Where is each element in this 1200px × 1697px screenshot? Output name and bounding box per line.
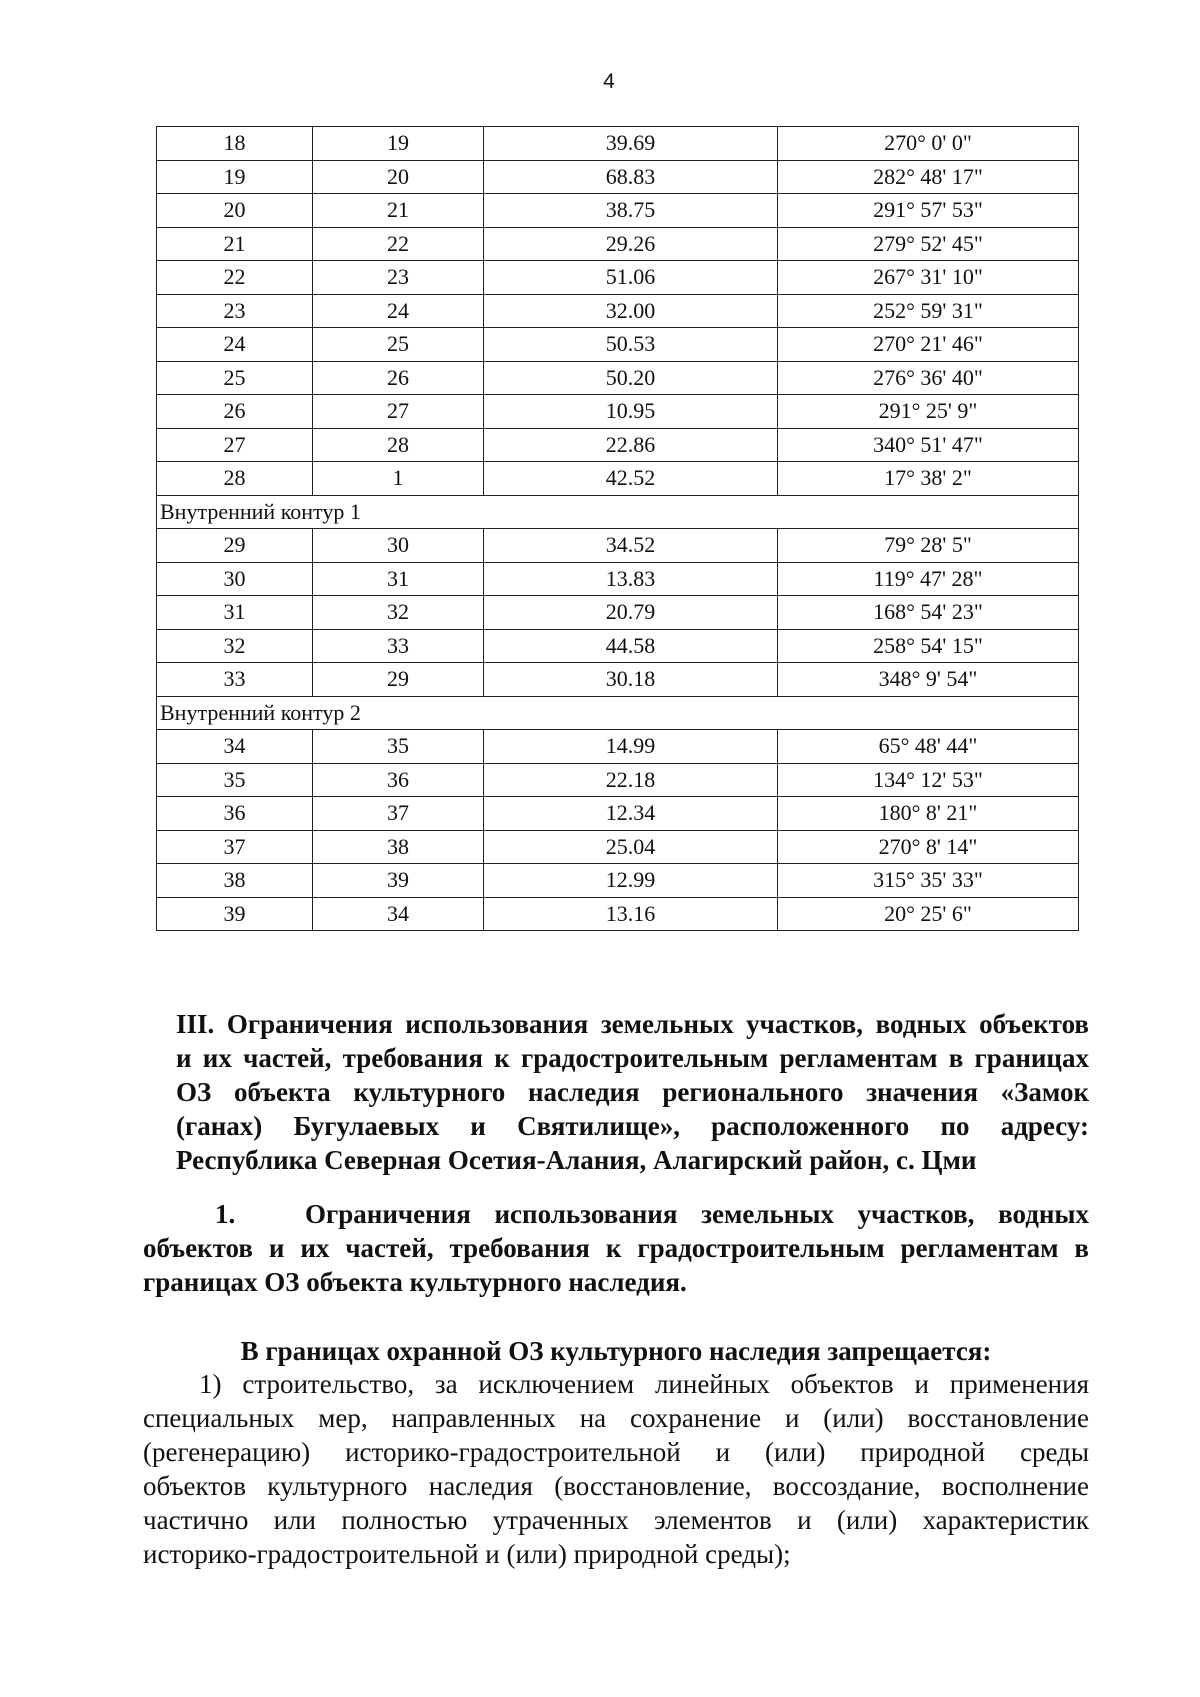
table-row xyxy=(157,127,1079,161)
table-cell: 291° 25' 9" xyxy=(778,395,1079,429)
table-row xyxy=(157,629,1079,663)
table-cell: 19 xyxy=(157,160,313,194)
table-cell: 270° 8' 14" xyxy=(778,830,1079,864)
table-cell: 31 xyxy=(313,562,484,596)
table-cell: 39 xyxy=(157,897,313,931)
table-cell: 35 xyxy=(313,730,484,764)
table-cell: 10.95 xyxy=(484,395,778,429)
table-cell: 20° 25' 6" xyxy=(778,897,1079,931)
item-line: частично или полностью утраченных элементов и (или) характеристик xyxy=(143,1505,1089,1535)
table-cell: 25 xyxy=(313,328,484,362)
table-cell: 51.06 xyxy=(484,261,778,295)
table-cell: 22 xyxy=(157,261,313,295)
table-row xyxy=(157,830,1079,864)
table-cell: 25 xyxy=(157,361,313,395)
table-cell: 32.00 xyxy=(484,294,778,328)
table-cell: 39.69 xyxy=(484,127,778,161)
table-cell: 25.04 xyxy=(484,830,778,864)
table-cell: 50.20 xyxy=(484,361,778,395)
table-cell: 315° 35' 33" xyxy=(778,864,1079,898)
table-cell: 270° 21' 46" xyxy=(778,328,1079,362)
table-cell: 38 xyxy=(157,864,313,898)
table-row xyxy=(157,160,1079,194)
table-row xyxy=(157,462,1079,496)
table-cell: 18 xyxy=(157,127,313,161)
table-row xyxy=(157,294,1079,328)
table-cell: 21 xyxy=(157,227,313,261)
table-cell: 79° 28' 5" xyxy=(778,529,1079,563)
table-cell: 29 xyxy=(157,529,313,563)
table-cell: 23 xyxy=(157,294,313,328)
heading-line: Республика Северная Осетия-Алания, Алагирский район, с. Цми xyxy=(176,1145,977,1175)
table-cell: 30 xyxy=(313,529,484,563)
table-cell: 31 xyxy=(157,596,313,630)
section-label: Внутренний контур 2 xyxy=(157,696,1079,730)
table-cell: 68.83 xyxy=(484,160,778,194)
item-line: специальных мер, направленных на сохранение и (или) восстановление xyxy=(143,1403,1089,1433)
table-cell: 29 xyxy=(313,663,484,697)
item-number: 1) xyxy=(199,1369,222,1399)
table-cell: 35 xyxy=(157,763,313,797)
table-cell: 22.86 xyxy=(484,428,778,462)
section-label: Внутренний контур 1 xyxy=(157,495,1079,529)
table-cell: 340° 51' 47" xyxy=(778,428,1079,462)
table-row xyxy=(157,261,1079,295)
table-cell: 26 xyxy=(313,361,484,395)
table-row xyxy=(157,395,1079,429)
table-cell: 20 xyxy=(157,194,313,228)
item-line: историко-градостроительной и (или) природной среды); xyxy=(143,1539,791,1569)
table-row xyxy=(157,797,1079,831)
table-cell: 33 xyxy=(157,663,313,697)
table-cell: 44.58 xyxy=(484,629,778,663)
table-cell: 28 xyxy=(157,462,313,496)
boundary-coordinates-table xyxy=(156,126,1079,931)
heading-line: (ганах) Бугулаевых и Святилище», расположенного по адресу: xyxy=(176,1111,1089,1141)
table-cell: 291° 57' 53" xyxy=(778,194,1079,228)
table-cell: 180° 8' 21" xyxy=(778,797,1079,831)
table-cell: 22 xyxy=(313,227,484,261)
item-line: (регенерацию) историко-градостроительной и (или) природной среды xyxy=(143,1437,1089,1467)
table-cell: 33 xyxy=(313,629,484,663)
subsection-line xyxy=(143,1197,1089,1231)
subsection-line: границах ОЗ объекта культурного наследия. xyxy=(143,1267,687,1297)
table-cell: 34.52 xyxy=(484,529,778,563)
table-cell: 38 xyxy=(313,830,484,864)
table-cell: 50.53 xyxy=(484,328,778,362)
table-cell: 32 xyxy=(313,596,484,630)
item-line: объектов культурного наследия (восстановление, воссоздание, восполнение xyxy=(143,1471,1089,1501)
table-cell: 12.99 xyxy=(484,864,778,898)
subsection-line: объектов и их частей, требования к градостроительным регламентам в xyxy=(143,1233,1089,1263)
table-cell: 29.26 xyxy=(484,227,778,261)
table-cell: 1 xyxy=(313,462,484,496)
list-item-1 xyxy=(143,1367,1089,1571)
table-row xyxy=(157,897,1079,931)
table-cell: 30.18 xyxy=(484,663,778,697)
table-cell: 252° 59' 31" xyxy=(778,294,1079,328)
table-cell: 27 xyxy=(313,395,484,429)
table-cell: 21 xyxy=(313,194,484,228)
table-cell: 20 xyxy=(313,160,484,194)
table-cell: 65° 48' 44" xyxy=(778,730,1079,764)
table-cell: 37 xyxy=(157,830,313,864)
table-cell: 23 xyxy=(313,261,484,295)
table-cell: 12.34 xyxy=(484,797,778,831)
subsection-1-heading xyxy=(143,1197,1089,1299)
item-line-text: строительство, за исключением линейных объектов и применения xyxy=(242,1369,1089,1399)
table-cell: 39 xyxy=(313,864,484,898)
table-section-row xyxy=(157,495,1079,529)
page-number: 4 xyxy=(603,70,615,93)
table-row xyxy=(157,596,1079,630)
table-cell: 168° 54' 23" xyxy=(778,596,1079,630)
heading-line: III. Ограничения использования земельных участков, водных объектов xyxy=(176,1009,1089,1039)
table-cell: 282° 48' 17" xyxy=(778,160,1079,194)
table-cell: 38.75 xyxy=(484,194,778,228)
table-cell: 34 xyxy=(157,730,313,764)
table-row xyxy=(157,663,1079,697)
table-cell: 36 xyxy=(157,797,313,831)
table-cell: 34 xyxy=(313,897,484,931)
table-row xyxy=(157,529,1079,563)
table-cell: 24 xyxy=(157,328,313,362)
table-cell: 30 xyxy=(157,562,313,596)
table-body xyxy=(157,127,1079,931)
item-line xyxy=(143,1367,1089,1401)
section-iii-heading xyxy=(143,1007,1089,1177)
table-cell: 20.79 xyxy=(484,596,778,630)
table-cell: 134° 12' 53" xyxy=(778,763,1079,797)
table-row xyxy=(157,763,1079,797)
table-cell: 32 xyxy=(157,629,313,663)
table-row xyxy=(157,227,1079,261)
table-cell: 22.18 xyxy=(484,763,778,797)
table-row xyxy=(157,194,1079,228)
table-row xyxy=(157,864,1079,898)
table-cell: 348° 9' 54" xyxy=(778,663,1079,697)
table-cell: 27 xyxy=(157,428,313,462)
table-row xyxy=(157,361,1079,395)
table-cell: 119° 47' 28" xyxy=(778,562,1079,596)
table-cell: 19 xyxy=(313,127,484,161)
table-section-row xyxy=(157,696,1079,730)
table-row xyxy=(157,428,1079,462)
table-cell: 279° 52' 45" xyxy=(778,227,1079,261)
table-row xyxy=(157,562,1079,596)
heading-line: ОЗ объекта культурного наследия регионального значения «Замок xyxy=(176,1077,1089,1107)
table-cell: 24 xyxy=(313,294,484,328)
table-cell: 276° 36' 40" xyxy=(778,361,1079,395)
table-cell: 42.52 xyxy=(484,462,778,496)
table-cell: 267° 31' 10" xyxy=(778,261,1079,295)
table-row xyxy=(157,328,1079,362)
table-cell: 17° 38' 2" xyxy=(778,462,1079,496)
table-cell: 13.83 xyxy=(484,562,778,596)
table-cell: 258° 54' 15" xyxy=(778,629,1079,663)
table-cell: 28 xyxy=(313,428,484,462)
forbidden-heading: В границах охранной ОЗ культурного наследия запрещается: xyxy=(240,1336,992,1366)
table-cell: 37 xyxy=(313,797,484,831)
subsection-line-text: Ограничения использования земельных участков, водных xyxy=(305,1199,1089,1229)
subsection-number: 1. xyxy=(215,1199,236,1229)
table-cell: 270° 0' 0" xyxy=(778,127,1079,161)
table-cell: 36 xyxy=(313,763,484,797)
table-row xyxy=(157,730,1079,764)
table-cell: 14.99 xyxy=(484,730,778,764)
heading-line: и их частей, требования к градостроительным регламентам в границах xyxy=(176,1043,1089,1073)
table-cell: 13.16 xyxy=(484,897,778,931)
table-cell: 26 xyxy=(157,395,313,429)
